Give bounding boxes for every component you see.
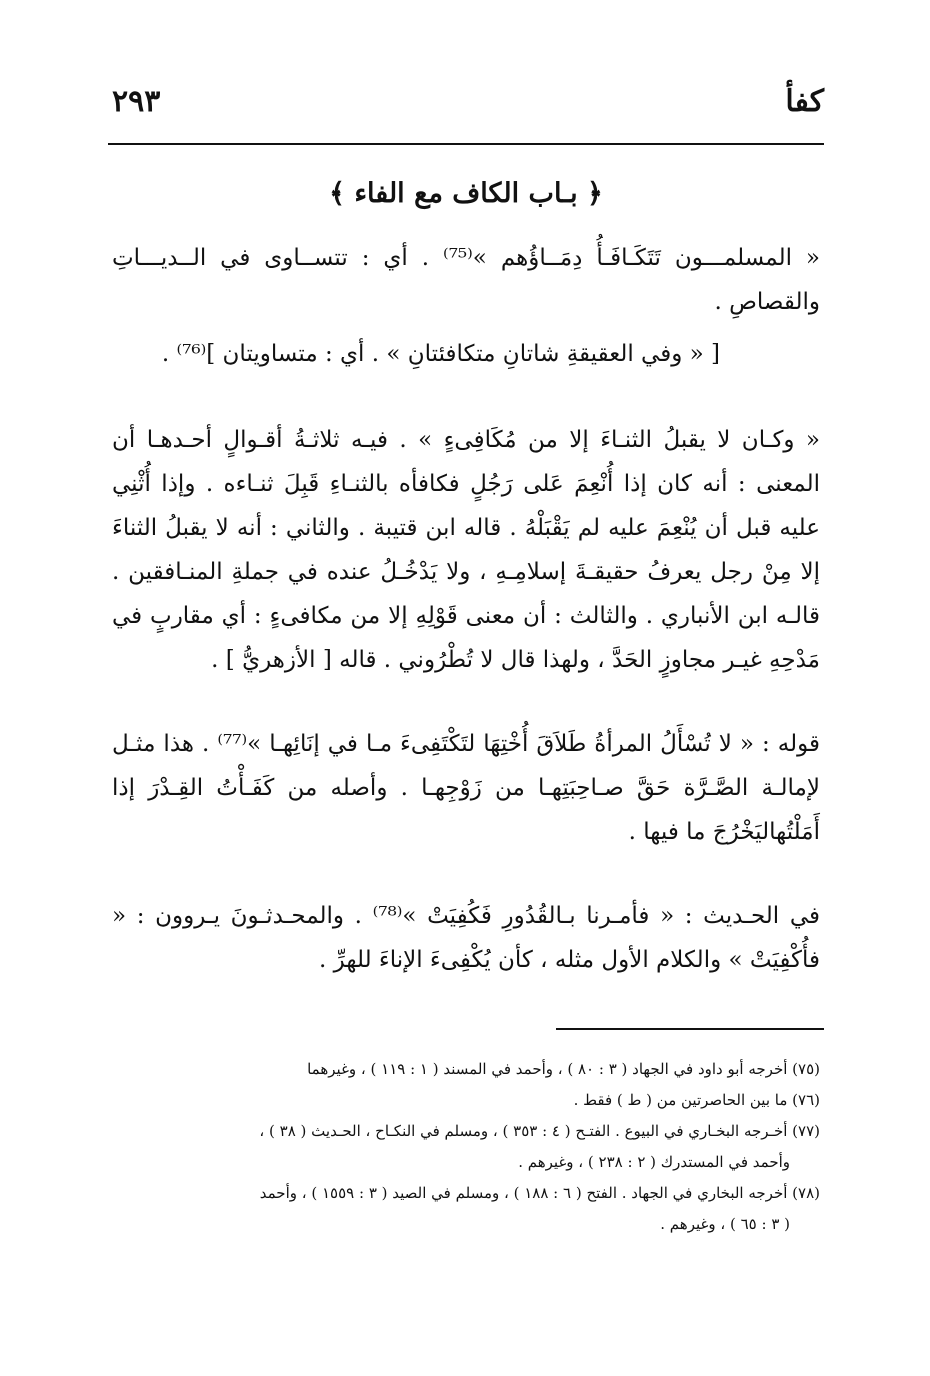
paragraph-kufiyat: في الحـديث : « فأمـرنا بـالقُدُورِ فَكُفِيَتْ »⁽⁷⁸⁾ . والمحـدثـونَ يـروون : « فأُكْفِيَتْ » والكلام الأول مثله ، كأن يُكْفِىءَ الإناءَ للهرِّ . bbox=[112, 903, 820, 973]
footnotes bbox=[112, 1054, 820, 1240]
footnote-78-continued: ( ٣ : ٦٥ ) ، وغيرهم . bbox=[660, 1215, 790, 1233]
paragraph-takafa: « المسلمـــون تَتَكَـافَـأُ دِمَــاؤُهم »⁽⁷⁵⁾ . أي : تتســاوى في الــديـــاتِ والقصاصِ . bbox=[112, 245, 820, 315]
footnote-77: (٧٧) أخـرجه البخـاري في البيوع . الفتـح ( ٤ : ٣٥٣ ) ، ومسلم في النكـاح ، الحـديث ( ٣٨ ) ، bbox=[259, 1122, 820, 1140]
footnote-77-continued: وأحمد في المستدرك ( ٢ : ٢٣٨ ) ، وغيرهم . bbox=[518, 1153, 790, 1171]
footnote-divider bbox=[556, 1028, 824, 1030]
header-entry-word: كفأ bbox=[785, 84, 824, 119]
footnote-75: (٧٥) أخرجه أبو داود في الجهاد ( ٣ : ٨٠ ) ، وأحمد في المسند ( ١ : ١١٩ ) ، وغيرهما bbox=[307, 1060, 820, 1078]
paragraph-taktafi: قوله : « لا تُسْأَلُ المرأةُ طَلاَقَ أُخْتِهَا لتَكْتَفِىءَ مـا في إنَائِهـا »⁽⁷⁷⁾ . هذا مثـل لإمالـة الصَّـرَّة حَقَّ صـاحِبَتِهـا من زَوْجِهـا . وأصله من كَفَـأْتُ القِـدْرَ إذا أَمَلْتُهاليَخْرُجَ ما فيها . bbox=[112, 731, 820, 845]
paragraph-mukafi: « وكـان لا يقبلُ الثنـاءَ إلا من مُكَافِىءٍ » . فيـه ثلاثـةُ أقـوالٍ أحـدهـا أن المعنى : أنه كان إذا أُنْعِمَ عَلى رَجُلٍ فكافأه بالثنـاءِ قَبِلَ ثنـاءه . وإذا أُثْنِي عليه قبل أن يُنْعِمَ عليه لم يَقْبَلْهُ . قاله ابن قتيبة . والثاني : أنه لا يقبلُ الثناءَ إلا مِنْ رجل يعرفُ حقيقـةَ إسلامِـهِ ، ولا يَدْخُـلُ عنده في جملةِ المنـافقين . قالـه ابن الأنباري . والثالث : أن معنى قَوْلِهِ إلا من مكافىءٍ : أي مقاربٍ في مَدْحِهِ غيـر مجاوزٍ الحَدَّ ، ولهذا قال لا تُطْرُوني . قاله [ الأزهريُّ ] . bbox=[112, 427, 820, 673]
running-header bbox=[108, 82, 824, 122]
footnote-76: (٧٦) ما بين الحاصرتين من ( ط ) فقط . bbox=[573, 1091, 820, 1109]
chapter-heading: ﴿ بـاب الكاف مع الفاء ﴾ bbox=[329, 178, 603, 209]
paragraph-aqiqa: [ « وفي العقيقةِ شاتانِ متكافئتانِ » . أي : متساويتان ]⁽⁷⁶⁾ . bbox=[161, 341, 720, 367]
header-divider bbox=[108, 143, 824, 145]
page-number: ٢٩٣ bbox=[112, 84, 161, 119]
footnote-78: (٧٨) أخرجه البخاري في الجهاد . الفتح ( ٦ : ١٨٨ ) ، ومسلم في الصيد ( ٣ : ١٥٥٩ ) ، وأحمد bbox=[259, 1184, 820, 1202]
main-text bbox=[112, 236, 820, 982]
